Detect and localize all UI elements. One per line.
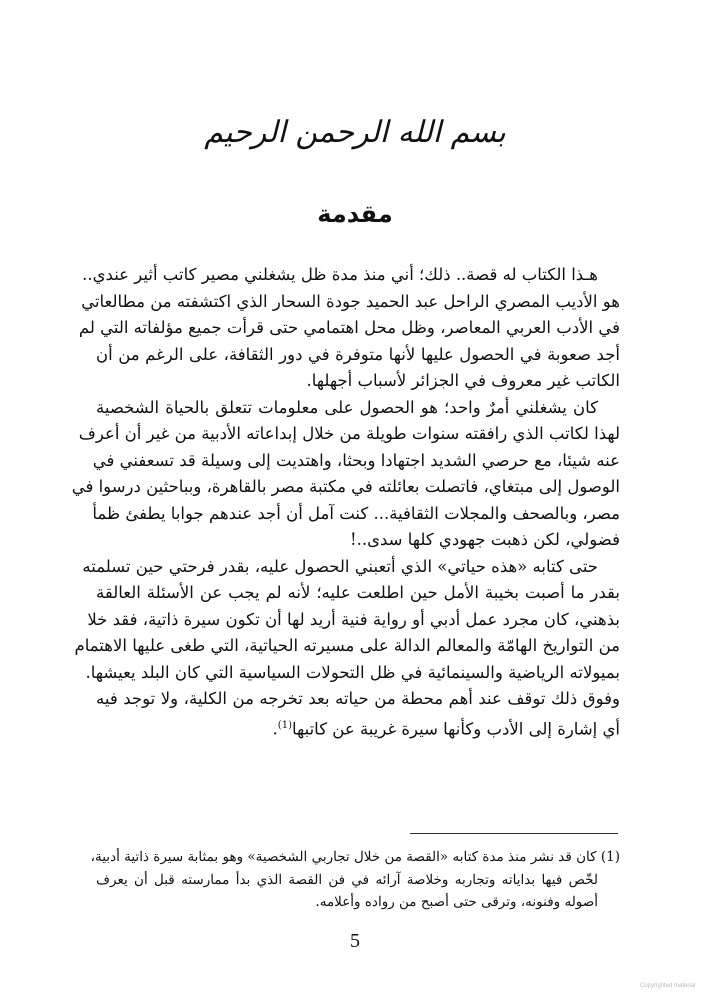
text-line: من التواريخ الهامّة والمعالم الدالة على مسيرته الحياتية، التي طغى عليها الاهتمام: [74, 636, 620, 655]
text-line: [96, 713, 620, 743]
text-line: هـذا الكتاب له قصة.. ذلك؛ أني منذ مدة ظل يشغلني مصير كاتب أثير عندي..: [82, 265, 598, 284]
footnote-line: (1) كان قد نشر منذ مدة كتابه «القصة من خلال تجاربي الشخصية» وهو بمثابة سيرة ذاتية أدبية،: [90, 849, 620, 865]
text-line: لهذا لكاتب الذي رافقته سنوات طويلة من خلال إبداعاته الأدبية من غير أن أعرف: [78, 424, 620, 443]
text-line: هو الأديب المصري الراحل عبد الحميد جودة السحار الذي اكتشفته من مطالعاتي: [81, 291, 620, 311]
text-line: في الأدب العربي المعاصر، وظل محل اهتمامي حتى قرأت جميع مؤلفاته التي لم: [78, 318, 620, 337]
text-line-content: أي إشارة إلى الأدب وكأنها سيرة غريبة عن كاتبها: [291, 719, 620, 738]
text-line: حتى كتابه «هذه حياتي» الذي أتعبني الحصول عليه، بقدر فرحتي حين تسلمته: [82, 556, 598, 576]
footnote-line: أصوله وفنونه، وترقى حتى أصبح من رواده وأعلامه.: [315, 894, 598, 910]
text-line: عنه شيئا، مع حرصي الشديد اجتهادا وبحثا، واهتديت إلى وسيلة قد تسعفني في: [92, 450, 620, 470]
text-line: الكاتب غير معروف في الجزائر لأسباب أجهلها.: [306, 371, 620, 390]
text-line: مصر، وبالصحف والمجلات الثقافية... كنت آمل أن أجد عندهم جوابا يطفئ ظمأ: [92, 503, 620, 523]
text-line: بميولاته الرياضية والسينمائية في ظل التحولات السياسية التي كان البلد يعيشها.: [85, 662, 620, 682]
text-line: أجد صعوبة في الحصول عليها لأنها متوفرة في دور الثقافة، على الرغم من أن: [96, 344, 620, 364]
text-line: فضولي، لكن ذهبت جهودي كلها سدى..!: [349, 530, 620, 549]
text-line: بقدر ما أصبت بخيبة الأمل حين اطلعت عليه؛ لأنه لم يجب عن الأسئلة العالقة: [96, 583, 620, 602]
page-title: مقدمة: [317, 200, 393, 228]
footnote: [90, 846, 620, 914]
paragraph-3: [74, 554, 620, 743]
paragraph-2: [71, 395, 620, 554]
text-line: بذهني، كان مجرد عمل أدبي أو رواية فنية أريد لها أن تكون سيرة ذاتية، فقد خلا: [87, 609, 620, 629]
body-text: [71, 262, 620, 743]
copyright-watermark: Copyrighted material: [640, 983, 696, 989]
text-line: الوصول إلى مبتغاي، فاتصلت بعائلته في مكتبة مصر بالقاهرة، وبباحثين درسوا في: [71, 477, 620, 496]
footnote-line: لخّص فيها بداياته وتجاربه وخلاصة آرائه في فن القصة الذي بدأ ممارسته قبل أن يعرف: [96, 871, 598, 888]
footnote-reference[interactable]: (1): [277, 719, 292, 731]
text-line: كان يشغلني أمرٌ واحد؛ هو الحصول على معلومات تتعلق بالحياة الشخصية: [96, 397, 598, 417]
footnote-separator: [410, 833, 618, 834]
text-line: وفوق ذلك توقف عند أهم محطة من حياته بعد تخرجه من الكلية، ولا توجد فيه: [96, 689, 620, 708]
basmala-calligraphy: بسم الله الرحمن الرحيم: [204, 115, 506, 150]
end-punctuation: .: [272, 719, 278, 738]
paragraph-1: [78, 262, 620, 395]
page-number: 5: [350, 930, 360, 952]
